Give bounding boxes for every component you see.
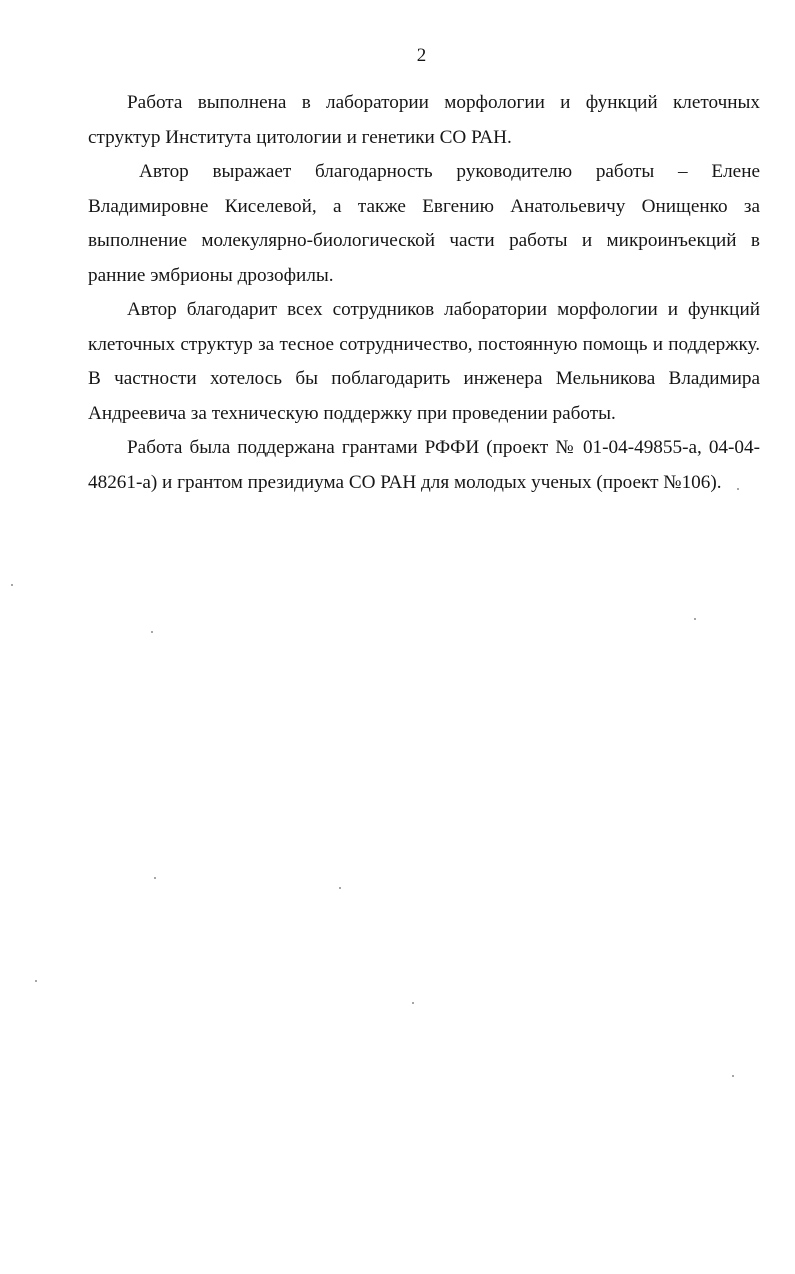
scan-speck [151, 631, 153, 633]
scan-speck [412, 1002, 414, 1004]
scan-speck [11, 584, 13, 586]
paragraph-supervisor-thanks: Автор выражает благодарность руководителю работы – Елене Владимировне Киселевой, а также Евгению Анатольевичу Онищенко за выполнение молекулярно-биологической части работы и микроинъекций в ранние эмбрионы дрозофилы. [88, 161, 760, 286]
scan-speck [694, 618, 696, 620]
scan-speck [154, 877, 156, 879]
page-body [88, 86, 760, 500]
scan-speck [35, 980, 37, 982]
paragraph-staff-thanks: Автор благодарит всех сотрудников лаборатории морфологии и функций клеточных структур за тесное сотрудничество, постоянную помощь и поддержку. В частности хотелось бы поблагодарить инженера Мельникова Владимира Андреевича за техническую поддержку при проведении работы. [88, 299, 760, 424]
page-number: 2 [416, 45, 427, 66]
scan-speck [339, 887, 341, 889]
scan-speck [737, 488, 739, 490]
paragraph-grants: Работа была поддержана грантами РФФИ (проект № 01-04-49855-а, 04-04-48261-а) и грантом президиума СО РАН для молодых ученых (проект №106). [88, 437, 760, 493]
scan-speck [732, 1075, 734, 1077]
paragraph-laboratory: Работа выполнена в лаборатории морфологии и функций клеточных структур Института цитологии и генетики СО РАН. [88, 92, 760, 148]
